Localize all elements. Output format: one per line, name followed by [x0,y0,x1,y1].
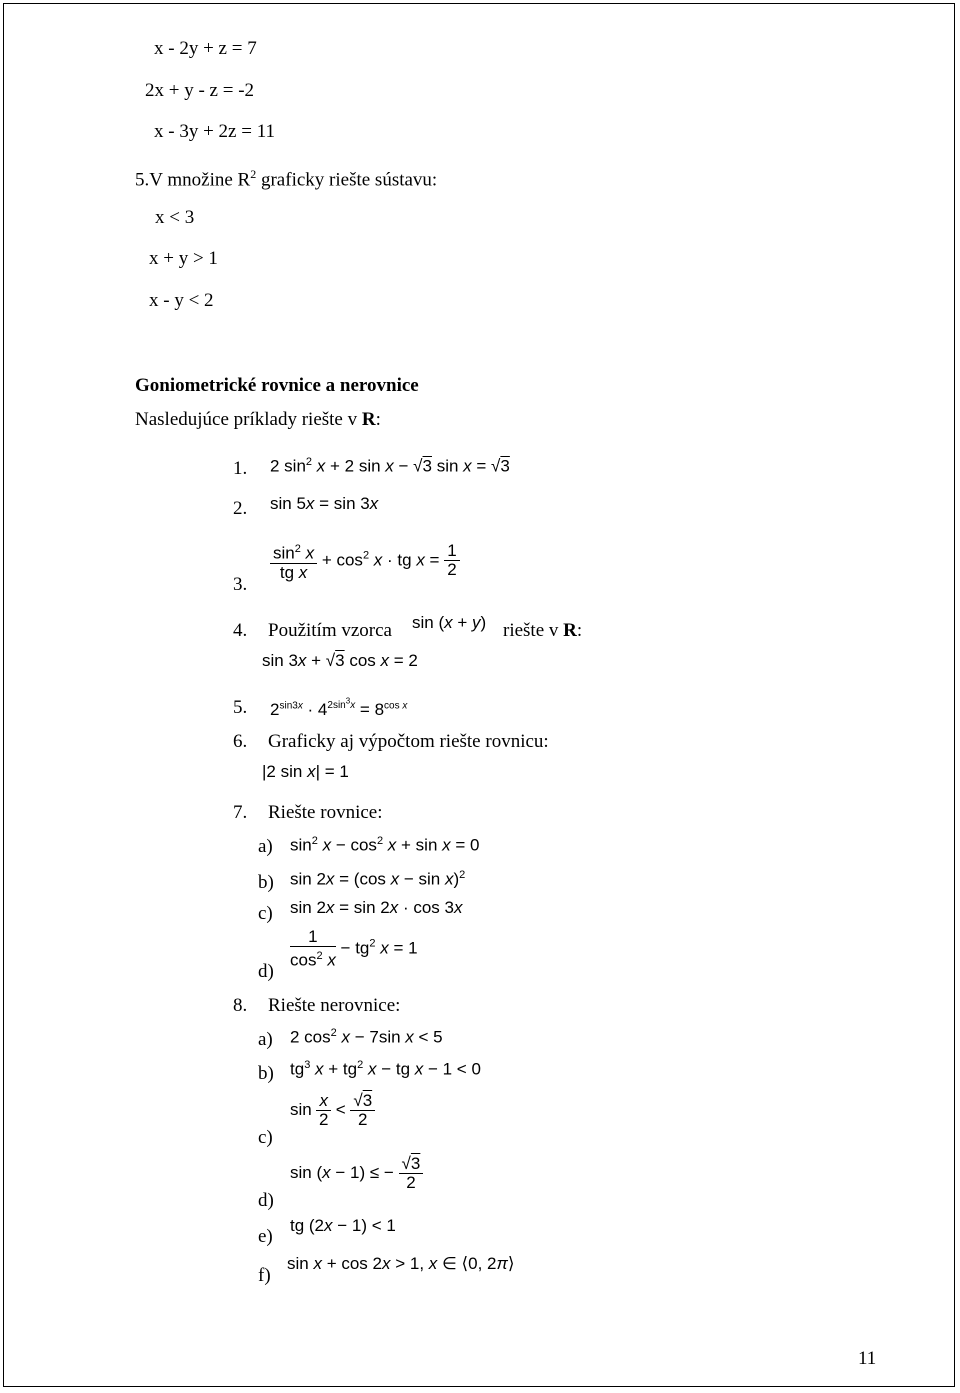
system-eq-3: x - 3y + 2z = 11 [154,121,275,142]
equation-5: $2^{sin3x} \cdot 4^{2sin^3x} = 8^{cos x}$ [270,697,408,719]
item-number-1: 1. [233,458,248,479]
inequality-8a: 2 $\cos^2 x - 7\sin$ x < 5 [290,1027,443,1047]
item8-c-label: c) [258,1127,273,1148]
formula-sin-sum: sin (x + y) [412,613,487,632]
item4-after: riešte v R: [503,620,583,641]
item-number-4: 4. [233,620,248,641]
equation-6: |2 sin x| = 1 [262,762,349,781]
item8-text: Riešte nerovnice: [268,995,401,1016]
item7-c-label: c) [258,903,273,924]
item7-b-label: b) [258,872,274,893]
equation-1: 2 $\sin^2 x + 2$ sin x − √3 sin x = √3 [270,456,510,476]
item8-b-label: b) [258,1063,274,1084]
section-intro: Nasledujúce príklady riešte v R: [135,409,381,430]
inequality-8f: sin x + cos 2x > 1, x ∈ ⟨0, 2π⟩ [287,1254,515,1273]
item-number-7: 7. [233,802,248,823]
item7-a-label: a) [258,836,273,857]
equation-7b: sin 2x = (cos x − sin x)$^2$ [290,869,466,889]
item-number-2: 2. [233,498,248,519]
inequality-8e: tg (2x − 1) < 1 [290,1216,396,1235]
page-border [3,3,955,1387]
item-number-5: 5. [233,697,248,718]
system-eq-1: x - 2y + z = 7 [154,38,257,59]
inequality-8c: sin $\frac{x}{2}$ < $\frac{√3}{2}$ [290,1092,375,1129]
task5-ineq-2: x + y > 1 [149,248,218,269]
system-eq-2: 2x + y - z = -2 [145,80,255,101]
item-number-3: 3. [233,574,248,595]
equation-7d: $\frac{1}{\cos^2 x}$ − $tg^2$ x = 1 [290,927,418,970]
item8-f-label: f) [258,1265,271,1286]
item7-d-label: d) [258,961,274,982]
equation-3: $\frac{\sin^2 x}{\text{tg x}}$ + $\cos^2 x$ · tg x = $\frac{1}{2}$ [270,540,460,582]
task5-ineq-3: x - y < 2 [149,290,214,311]
equation-7c: sin 2x = sin 2x · cos 3x [290,898,463,917]
section-heading: Goniometrické rovnice a nerovnice [135,375,419,396]
item-number-8: 8. [233,995,248,1016]
inequality-8d: sin (x − 1) ≤ − $\frac{√3}{2}$ [290,1155,423,1192]
page-number: 11 [858,1348,877,1369]
item8-d-label: d) [258,1190,274,1211]
item8-e-label: e) [258,1226,273,1247]
task5-heading: 5.V množine $R^2$ graficky riešte sústavu: [135,167,438,191]
equation-7a: $\sin^2 x - \cos^2 x + \sin x = 0$ [290,835,480,855]
item7-text: Riešte rovnice: [268,802,383,823]
inequality-8b: $tg^3$ $x + tg^2$ x − tg x − 1 < 0 [290,1059,481,1079]
item4-text: Použitím vzorca [268,620,392,641]
equation-2: sin 5x = sin 3x [270,494,379,513]
item6-text: Graficky aj výpočtom riešte rovnicu: [268,731,549,752]
item-number-6: 6. [233,731,248,752]
equation-4: sin 3x + √3 cos x = 2 [262,651,418,670]
item8-a-label: a) [258,1029,273,1050]
task5-ineq-1: x < 3 [155,207,195,228]
